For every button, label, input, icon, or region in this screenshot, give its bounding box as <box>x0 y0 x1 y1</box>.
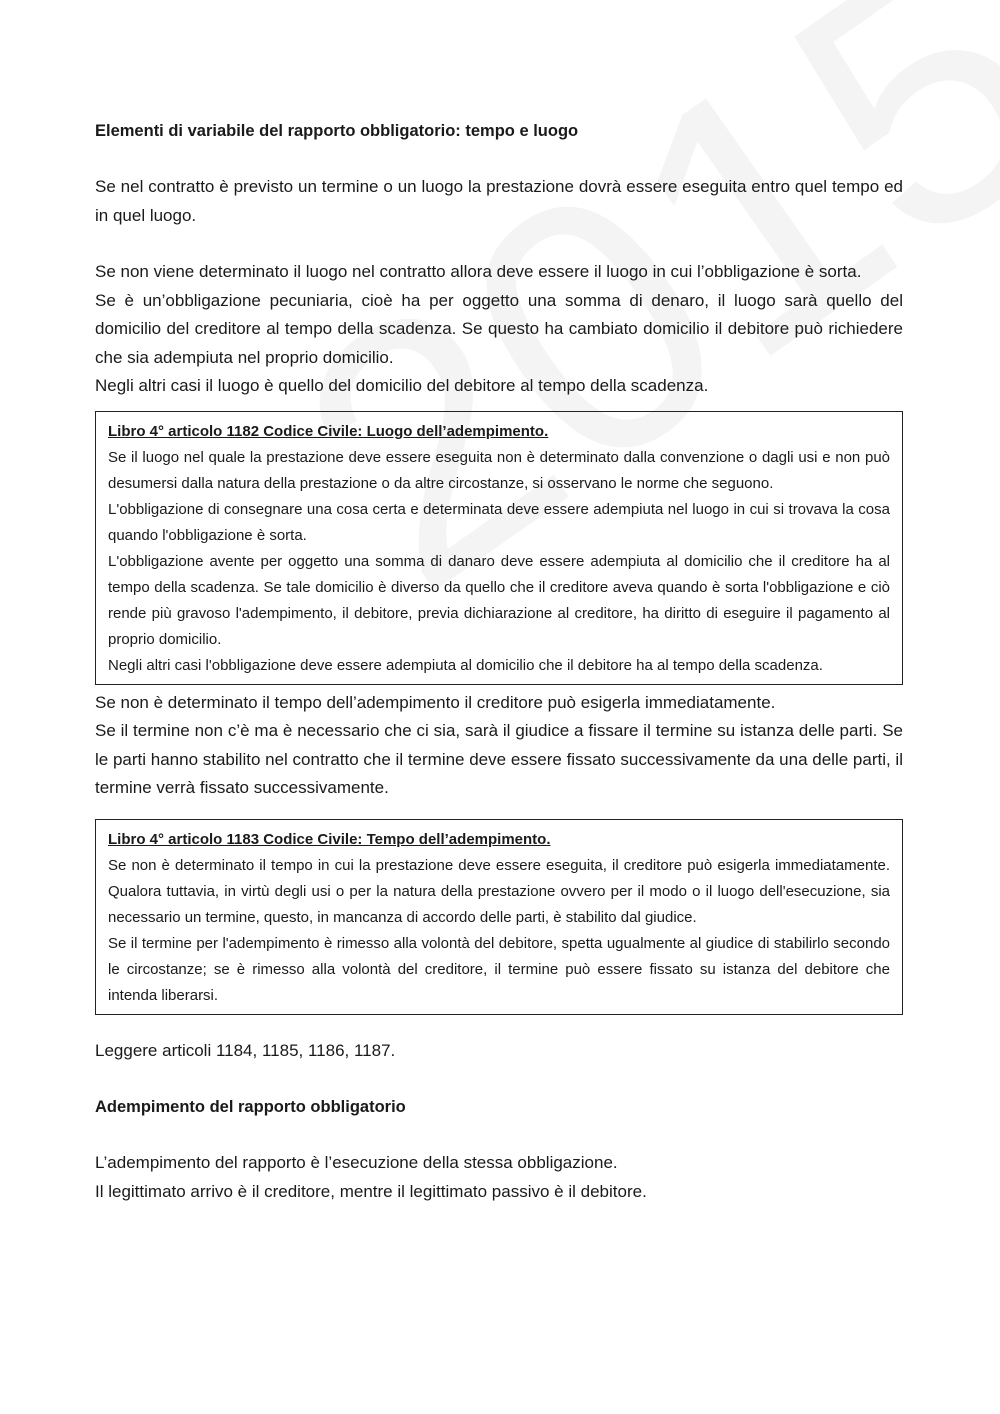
article-1183-paragraph: Se il termine per l'adempimento è rimesso alla volontà del debitore, spetta ugualmente al giudice di stabilirlo secondo le circostanze; se è rimesso alla volontà del creditore, il termine può essere fissato su istanza del debitore che intenda liberarsi. <box>108 934 890 1004</box>
article-1182-title: Libro 4° articolo 1182 Codice Civile: Luogo dell’adempimento. <box>108 422 549 440</box>
article-1182-box <box>95 411 903 685</box>
article-1183-paragraph: Se non è determinato il tempo in cui la prestazione deve essere eseguita, il creditore può esigerla immediatamente. Qualora tuttavia, in virtù degli usi o per la natura della prestazione ovvero per il modo o il luogo dell'esecuzione, sia necessario un termine, questo, in mancanza di accordo delle parti, è stabilito dal giudice. <box>108 856 890 926</box>
article-1183-box <box>95 819 903 1015</box>
paragraph-time-undetermined: Se non è determinato il tempo dell’adempimento il creditore può esigerla immediatamente. <box>95 692 776 712</box>
article-1182-paragraph: Se il luogo nel quale la prestazione deve essere eseguita non è determinato dalla convenzione o dagli usi e non può desumersi dalla natura della prestazione o da altre circostanze, si osservano le norme che seguono. <box>108 448 890 492</box>
section-heading-time-place: Elementi di variabile del rapporto obbligatorio: tempo e luogo <box>95 122 579 140</box>
article-1183-title: Libro 4° articolo 1183 Codice Civile: Tempo dell’adempimento. <box>108 830 551 848</box>
article-1182-paragraph: Negli altri casi l'obbligazione deve essere adempiuta al domicilio che il debitore ha al tempo della scadenza. <box>108 656 823 674</box>
document-page <box>95 117 903 1206</box>
paragraph-other-cases: Negli altri casi il luogo è quello del domicilio del debitore al tempo della scadenza. <box>95 376 709 395</box>
article-1182-paragraph: L'obbligazione di consegnare una cosa certa e determinata deve essere adempiuta nel luogo in cui si trovava la cosa quando l'obbligazione è sorta. <box>108 500 890 544</box>
section-heading-fulfilment: Adempimento del rapporto obbligatorio <box>95 1098 406 1116</box>
paragraph-pecuniary-obligation: Se è un’obbligazione pecuniaria, cioè ha per oggetto una somma di denaro, il luogo sarà quello del domicilio del creditore al tempo della scadenza. Se questo ha cambiato domicilio il debitore può richiedere che sia adempiuta nel proprio domicilio. <box>95 290 903 367</box>
paragraph-read-articles: Leggere articoli 1184, 1185, 1186, 1187. <box>95 1040 396 1060</box>
paragraph-term-place: Se nel contratto è previsto un termine o un luogo la prestazione dovrà essere eseguita entro quel tempo ed in quel luogo. <box>95 177 903 225</box>
article-1182-paragraph: L'obbligazione avente per oggetto una somma di danaro deve essere adempiuta al domicilio che il creditore ha al tempo della scadenza. Se tale domicilio è diverso da quello che il creditore aveva quando è sorta l'obbligazione e ciò rende più gravoso l'adempimento, il debitore, previa dichiarazione al creditore, ha diritto di eseguire il pagamento al proprio domicilio. <box>108 552 890 648</box>
paragraph-fulfilment-definition: L’adempimento del rapporto è l’esecuzione della stessa obbligazione. <box>95 1153 618 1172</box>
paragraph-legitimated-parties: Il legittimato arrivo è il creditore, mentre il legittimato passivo è il debitore. <box>95 1181 647 1201</box>
paragraph-place-undetermined: Se non viene determinato il luogo nel contratto allora deve essere il luogo in cui l’obbligazione è sorta. <box>95 262 862 281</box>
paragraph-judge-term: Se il termine non c’è ma è necessario che ci sia, sarà il giudice a fissare il termine su istanza delle parti. Se le parti hanno stabilito nel contratto che il termine deve essere fissato successivamente da una delle parti, il termine verrà fissato successivamente. <box>95 721 903 797</box>
